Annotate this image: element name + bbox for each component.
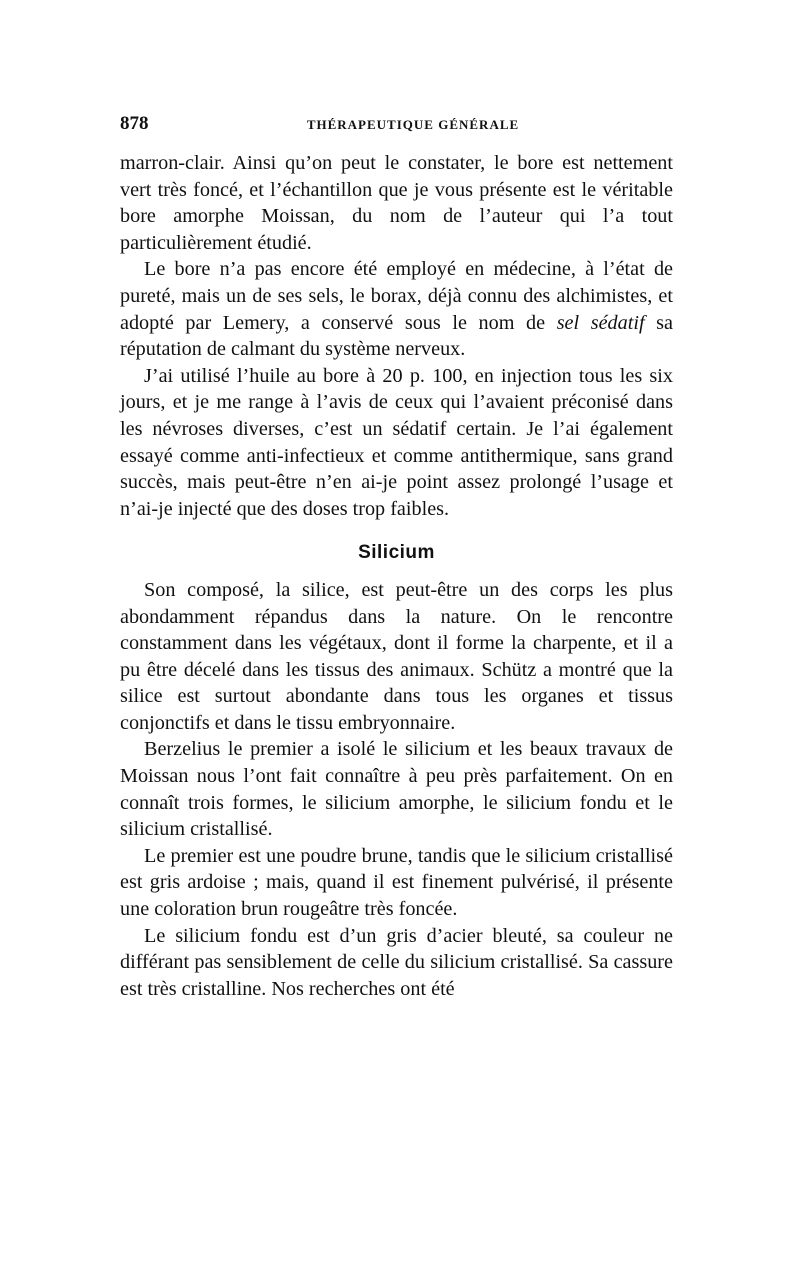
paragraph-silice: Son composé, la silice, est peut-être un des corps les plus abondamment répandus dans la nature. On le rencontre constamment dans les végétaux, dont il forme la charpente, et il a pu être décelé dans les tissus des animaux. Schütz a montré que la silice est surtout abondante dans tous les organes et tissus conjonctifs et dans le tissu embryonnaire. — [120, 578, 673, 734]
paragraph-text: sa réputation de calmant du système nerveux. — [120, 311, 673, 361]
section-title: Silicium — [358, 542, 435, 564]
paragraph-continuation: marron-clair. Ainsi qu’on peut le constater, le bore est nettement vert très foncé, et l’échantillon que je vous présente est le véritable bore amorphe Moissan, du nom de l’auteur qui l’a tout particulièrement étudié. — [120, 152, 673, 254]
paragraph-forms: Le premier est une poudre brune, tandis que le silicium cristallisé est gris ardoise ; mais, quand il est finement pulvérisé, il présente une coloration brun rougeâtre très foncée. — [120, 844, 673, 921]
paragraph-text: Le bore n’a pas encore été employé en médecine, à l’état de pureté, mais un de ses sels, le borax, déjà connu des alchimistes, et adopté par Lemery, a conservé sous le nom de — [120, 258, 673, 334]
paragraph-bore-usage — [120, 256, 673, 362]
running-title: THÉRAPEUTIQUE GÉNÉRALE — [306, 117, 520, 132]
paragraph-berzelius: Berzelius le premier a isolé le silicium et les beaux travaux de Moissan nous l’ont fait connaître à peu près parfaitement. On en connaît trois formes, le silicium amorphe, le silicium fondu et le silicium cristallisé. — [120, 738, 673, 841]
page-number: 878 — [120, 113, 149, 134]
paragraph-fondu: Le silicium fondu est d’un gris d’acier bleuté, sa couleur ne différant pas sensiblement de celle du silicium cristallisé. Sa cassure est très cristalline. Nos recherches ont été — [120, 924, 673, 1000]
paragraph-oil-injection: J’ai utilisé l’huile au bore à 20 p. 100, en injection tous les six jours, et je me range à l’avis de ceux qui l’avaient préconisé dans les névroses diverses, c’est un sédatif certain. Je l’ai également essayé comme anti-infectieux et comme antithermique, sans grand succès, mais peut-être n’en ai-je point assez prolongé l’usage et n’ai-je injecté que des doses trop faibles. — [120, 364, 673, 520]
page-header — [120, 113, 676, 143]
italic-term: sel sédatif — [556, 311, 645, 334]
body-text — [120, 150, 673, 1002]
